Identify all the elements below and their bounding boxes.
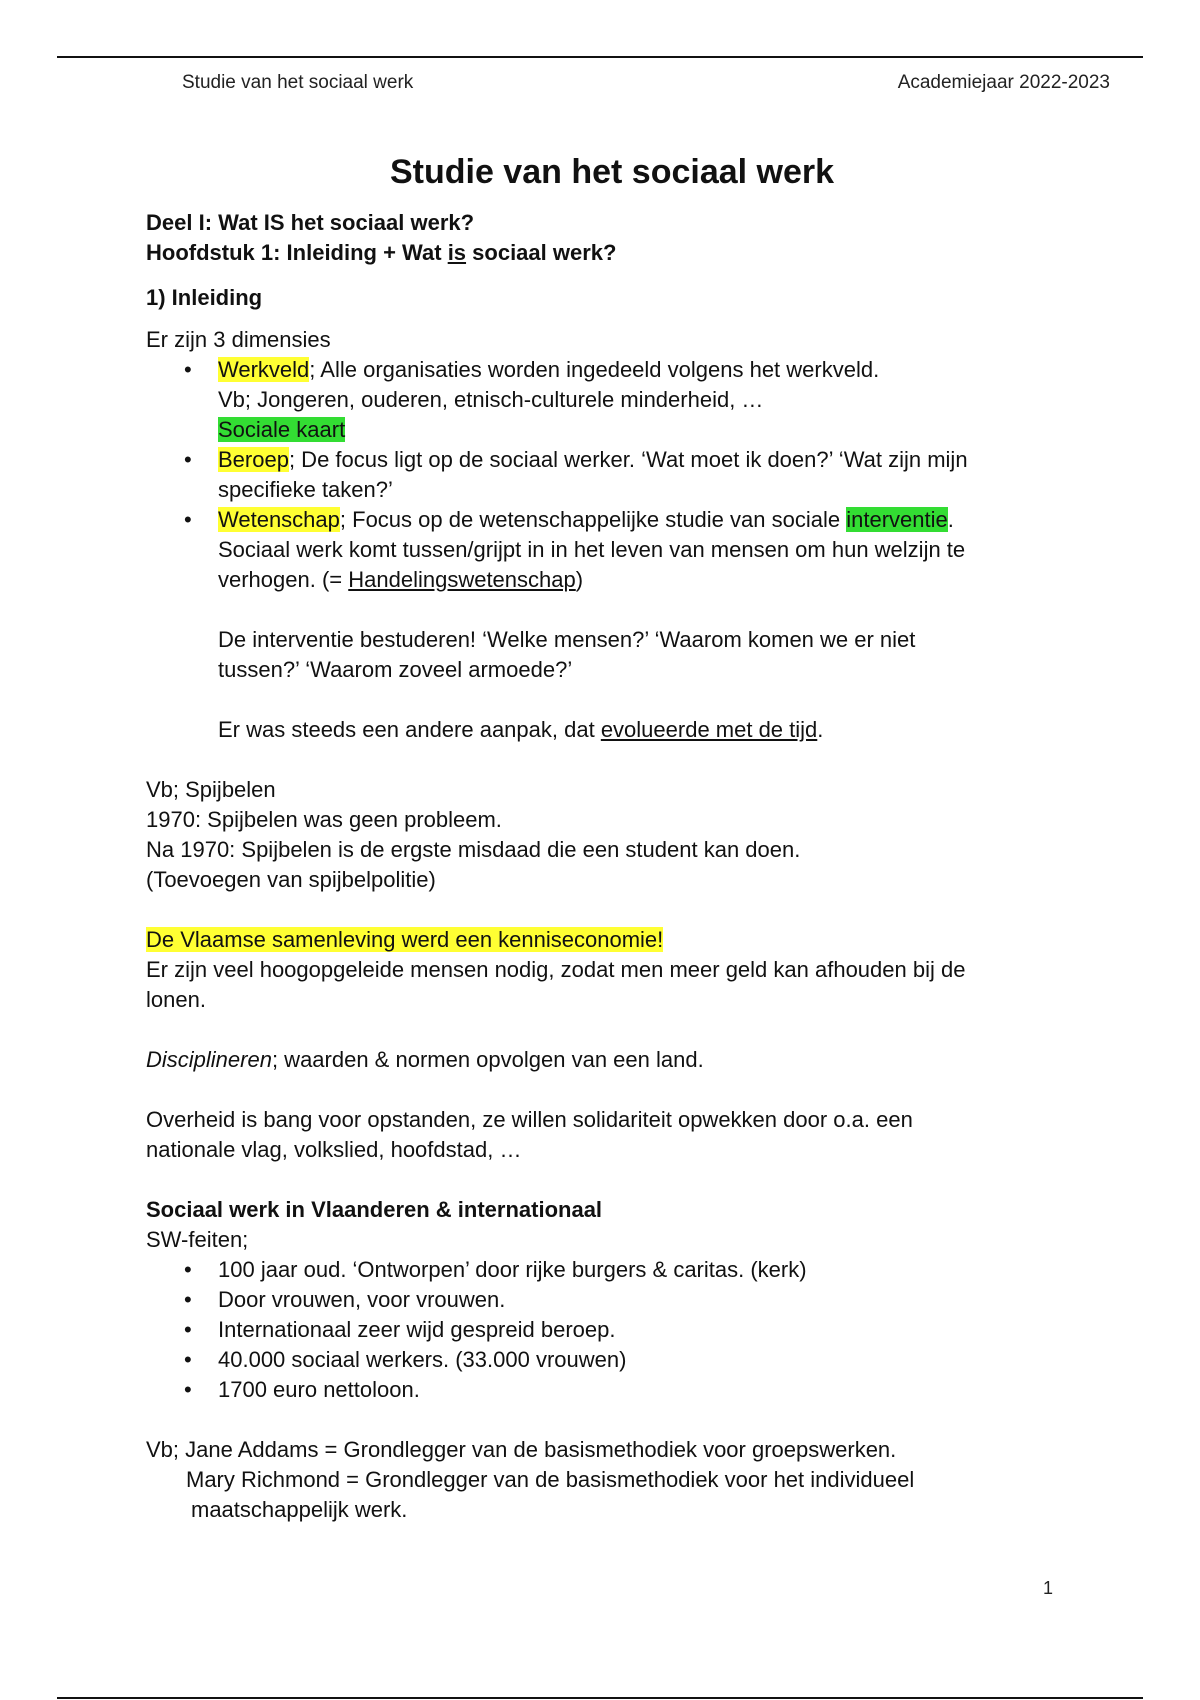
knowledge-economy-block — [146, 925, 1066, 1015]
sw-facts-intro: SW-feiten; — [146, 1227, 249, 1252]
handelingswetenschap-term: Handelingswetenschap — [348, 567, 576, 592]
dimensions-intro: Er zijn 3 dimensies — [146, 327, 331, 352]
sociale-kaart-highlight: Sociale kaart — [218, 417, 346, 442]
wetenschap-line3-prefix: verhogen. (= — [218, 567, 349, 592]
term-beroep: Beroep — [218, 447, 289, 472]
government-line1: Overheid is bang voor opstanden, ze willen solidariteit opwekken door o.a. een — [146, 1107, 913, 1132]
page-number: 1 — [1043, 1578, 1054, 1598]
fact-text: 40.000 sociaal werkers. (33.000 vrouwen) — [218, 1347, 627, 1372]
beroep-text-line2: specifieke taken?’ — [218, 477, 393, 502]
running-header — [182, 72, 1110, 98]
chapter-suffix: sociaal werk? — [466, 240, 617, 265]
wetenschap-period: . — [947, 507, 954, 532]
interventie-paragraph-line2: tussen?’ ‘Waarom zoveel armoede?’ — [218, 657, 573, 682]
werkveld-text: ; Alle organisaties worden ingedeeld volgens het werkveld. — [309, 357, 880, 382]
example-line: (Toevoegen van spijbelpolitie) — [146, 867, 436, 892]
page-body — [146, 150, 1066, 1525]
example-line: Na 1970: Spijbelen is de ergste misdaad die een student kan doen. — [146, 837, 801, 862]
part-heading: Deel I: Wat IS het sociaal werk? — [146, 210, 475, 235]
beroep-text: ; De focus ligt op de sociaal werker. ‘Wat moet ik doen?’ ‘Wat zijn mijn — [288, 447, 968, 472]
dimensions-list — [146, 355, 1066, 745]
example-line: 1970: Spijbelen was geen probleem. — [146, 807, 502, 832]
wetenschap-text: ; Focus op de wetenschappelijke studie van sociale — [339, 507, 847, 532]
interventie-highlight: interventie — [846, 507, 948, 532]
disciplineren-block — [146, 1045, 1066, 1075]
fact-text: 1700 euro nettoloon. — [218, 1377, 420, 1402]
footer-rule — [57, 1697, 1143, 1699]
wetenschap-line2: Sociaal werk komt tussen/grijpt in in het leven van mensen om hun welzijn te — [218, 537, 966, 562]
founders-line3: maatschappelijk werk. — [191, 1497, 408, 1522]
example-spijbelen — [146, 775, 1066, 895]
header-rule — [57, 56, 1143, 58]
header-left-text: Studie van het sociaal werk — [182, 72, 414, 93]
wetenschap-line3-suffix: ) — [575, 567, 584, 592]
chapter-prefix: Hoofdstuk 1: Inleiding + Wat — [146, 240, 448, 265]
sw-facts-list — [146, 1255, 1066, 1405]
kenniseconomie-highlight: De Vlaamse samenleving werd een kenniseconomie! — [146, 927, 664, 952]
bullet-icon: • — [184, 1347, 192, 1372]
interventie-paragraph-line1: De interventie bestuderen! ‘Welke mensen?’ ‘Waarom komen we er niet — [218, 627, 916, 652]
list-item — [146, 1345, 1066, 1375]
fact-text: Door vrouwen, voor vrouwen. — [218, 1287, 506, 1312]
term-wetenschap: Wetenschap — [218, 507, 340, 532]
disciplineren-term: Disciplineren — [146, 1047, 272, 1072]
term-werkveld: Werkveld — [218, 357, 310, 382]
section-heading-inleiding: 1) Inleiding — [146, 285, 263, 310]
werkveld-example: Vb; Jongeren, ouderen, etnisch-culturele minderheid, … — [218, 387, 764, 412]
government-block — [146, 1105, 1066, 1165]
founders-line1: Vb; Jane Addams = Grondlegger van de basismethodiek voor groepswerken. — [146, 1437, 897, 1462]
list-item — [146, 1285, 1066, 1315]
bullet-icon: • — [184, 1287, 192, 1312]
document-title: Studie van het sociaal werk — [389, 153, 835, 191]
list-item — [146, 1255, 1066, 1285]
bullet-icon: • — [184, 357, 192, 382]
knowledge-line2: lonen. — [146, 987, 206, 1012]
fact-text: Internationaal zeer wijd gespreid beroep. — [218, 1317, 616, 1342]
list-item — [146, 1375, 1066, 1405]
fact-text: 100 jaar oud. ‘Ontworpen’ door rijke burgers & caritas. (kerk) — [218, 1257, 807, 1282]
founders-line2: Mary Richmond = Grondlegger van de basismethodiek voor het individueel — [186, 1467, 915, 1492]
aanpak-prefix: Er was steeds een andere aanpak, dat — [218, 717, 601, 742]
bullet-icon: • — [184, 507, 192, 532]
list-item-beroep — [146, 445, 1066, 505]
example-line: Vb; Spijbelen — [146, 777, 276, 802]
evolueerde-underlined: evolueerde met de tijd — [600, 717, 818, 742]
founders-block — [146, 1435, 1066, 1525]
chapter-heading — [146, 238, 1066, 268]
header-right-text: Academiejaar 2022-2023 — [897, 72, 1110, 93]
section-heading-vlaanderen: Sociaal werk in Vlaanderen & internationaal — [146, 1197, 603, 1222]
section-sociaal-werk — [146, 1195, 1066, 1405]
government-line2: nationale vlag, volkslied, hoofdstad, … — [146, 1137, 522, 1162]
bullet-icon: • — [184, 1317, 192, 1342]
bullet-icon: • — [184, 447, 192, 472]
list-item-wetenschap — [146, 505, 1066, 745]
chapter-underlined-word: is — [447, 240, 467, 265]
aanpak-suffix: . — [817, 717, 824, 742]
knowledge-line1: Er zijn veel hoogopgeleide mensen nodig, zodat men meer geld kan afhouden bij de — [146, 957, 966, 982]
disciplineren-text: ; waarden & normen opvolgen van een land. — [271, 1047, 704, 1072]
bullet-icon: • — [184, 1377, 192, 1402]
bullet-icon: • — [184, 1257, 192, 1282]
list-item-werkveld — [146, 355, 1066, 445]
list-item — [146, 1315, 1066, 1345]
